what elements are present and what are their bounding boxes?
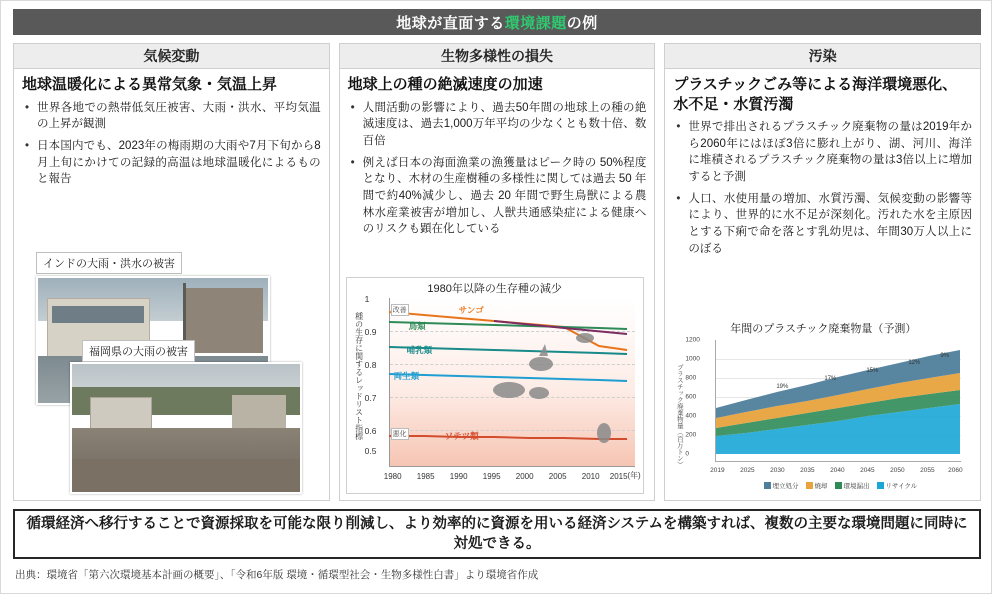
- y-tick: 600: [685, 393, 697, 401]
- column-biodiversity-loss: [339, 43, 656, 501]
- list-item: • 人口、水使用量の増加、水質汚濁、気候変動の影響等により、世界的に水不足が深刻化。汚れた水を主原因とする下痢で命を落とす乳幼児は、年間30万人以上にのぼる: [688, 191, 972, 258]
- column-subtitle-climate: 地球温暖化による異常気象・気温上昇: [22, 76, 278, 93]
- x-tick: 2019: [710, 467, 725, 474]
- summary-message: 循環経済へ移行することで資源採取を可能な限り削減し、より効率的に資源を用いる経済システムを構築すれば、複数の主要な環境問題に同時に対処できる。: [13, 509, 981, 559]
- photo-fukuoka-flood: [70, 362, 302, 494]
- x-tick: 1995: [482, 472, 501, 481]
- y-tick: 0: [685, 450, 689, 458]
- data-label: 9%: [940, 353, 950, 359]
- column-header-climate: 気候変動: [14, 44, 329, 69]
- bullet-list-biodiversity: [348, 100, 647, 238]
- chart-title-species: 1980年以降の生存種の減少: [427, 283, 562, 295]
- x-tick: 2025: [740, 467, 755, 474]
- data-label: 17%: [824, 376, 837, 382]
- chart-plastic-waste: [675, 320, 971, 492]
- x-tick: 2050: [890, 467, 905, 474]
- series-label-amphibians: 両生類: [393, 371, 420, 381]
- columns-container: [13, 43, 981, 501]
- data-label: 15%: [866, 368, 879, 374]
- list-item: • 例えば日本の海面漁業の漁獲量はピーク時の 50%程度となり、木材の生産樹種の多様性に関しては過去 50 年間で約40%減少し、過去 20 年間で野生鳥獣による農林水産業被害が増加し、人獣共通感染症による健康へのリスクも顕在化している: [363, 155, 647, 238]
- y-tick: 0.5: [364, 446, 377, 456]
- column-body-climate: [14, 69, 329, 197]
- legend-item-leakage: 環境漏出: [835, 481, 870, 490]
- chart-species-survival: [346, 277, 644, 494]
- list-item: • 世界各地での熱帯低気圧被害、大雨・洪水、平均気温の上昇が観測: [37, 100, 321, 133]
- legend-item-recycle: リサイクル: [877, 481, 918, 490]
- page-title-suffix: の例: [566, 14, 598, 32]
- x-tick: 2035: [800, 467, 815, 474]
- x-tick: 1985: [416, 472, 435, 481]
- y-tick: 0.9: [364, 327, 377, 337]
- page-title-prefix: 地球が直面する: [396, 14, 505, 32]
- chart-plot-plastic: [715, 340, 961, 462]
- column-body-biodiversity: [340, 69, 655, 247]
- x-tick: 2000: [515, 472, 534, 481]
- column-header-biodiversity: 生物多様性の損失: [340, 44, 655, 69]
- list-item: • 世界で排出されるプラスチック廃棄物の量は2019年から2060年にはほぼ3倍に膨れ上がり、湖、河川、海洋に堆積されるプラスチック廃棄物の量は3倍以上に増加すると予測: [688, 119, 972, 186]
- annotation-worsen: 悪化: [391, 428, 409, 440]
- list-item: • 日本国内でも、2023年の梅雨期の大雨や7月下旬から8月上旬にかけての記録的高温は地球温暖化によるものと報告: [37, 138, 321, 188]
- column-subtitle-pollution: プラスチックごみ等による海洋環境悪化、水不足・水質汚濁: [673, 76, 958, 113]
- column-subtitle-biodiversity: 地球上の種の絶滅速度の加速: [347, 76, 543, 93]
- x-tick: 2055: [920, 467, 935, 474]
- y-tick: 1: [364, 294, 370, 304]
- x-tick: 2060: [948, 467, 963, 474]
- column-body-pollution: [665, 69, 980, 266]
- source-note: 出典：環境省「第六次環境基本計画の概要」、「令和6年版 環境・循環型社会・生物多様性白書」より環境省作成: [15, 569, 539, 581]
- x-tick: 1990: [449, 472, 468, 481]
- bullet-list-climate: [22, 100, 321, 188]
- chart-title-plastic: 年間のプラスチック廃棄物量（予測）: [730, 323, 917, 335]
- column-climate-change: [13, 43, 330, 501]
- chart-ylabel-species: 種の生存に関するレッドリスト指標: [354, 312, 364, 440]
- bullet-list-pollution: [673, 119, 972, 257]
- legend-item-incineration: 焼却: [806, 481, 828, 490]
- x-tick: 2010: [581, 472, 600, 481]
- chart-legend-plastic: [715, 481, 965, 490]
- column-header-pollution: 汚染: [665, 44, 980, 69]
- series-label-birds: 鳥類: [408, 321, 426, 331]
- page-title-accent: 環境課題: [504, 14, 567, 32]
- y-tick: 400: [685, 412, 697, 420]
- x-axis-unit: (年): [627, 471, 641, 480]
- data-label: 12%: [908, 360, 921, 366]
- series-label-cycads: ソテツ類: [444, 431, 479, 441]
- page-title: [13, 9, 981, 35]
- data-label: 19%: [776, 384, 789, 390]
- annotation-improve: 改善: [391, 304, 409, 316]
- y-tick: 0.7: [364, 393, 377, 403]
- y-tick: 0.6: [364, 426, 377, 436]
- chart-ylabel-plastic: プラスチック廃棄物量（百万トン）: [675, 364, 683, 468]
- photo-caption-india: インドの大雨・洪水の被害: [36, 252, 182, 274]
- list-item: • 人間活動の影響により、過去50年間の地球上の種の絶滅速度は、過去1,000万年平均の少なくとも数十倍、数百倍: [363, 100, 647, 150]
- y-tick: 1000: [685, 355, 700, 363]
- series-label-mammals: 哺乳類: [406, 345, 433, 355]
- x-tick: 2005: [548, 472, 567, 481]
- x-tick: 1980: [383, 472, 402, 481]
- x-tick: 2015: [609, 472, 628, 481]
- y-tick: 0.8: [364, 360, 377, 370]
- y-tick: 1200: [685, 336, 700, 344]
- y-tick: 200: [685, 431, 697, 439]
- x-tick: 2040: [830, 467, 845, 474]
- x-tick: 2045: [860, 467, 875, 474]
- photo-caption-fukuoka: 福岡県の大雨の被害: [82, 340, 195, 362]
- series-label-coral: サンゴ: [458, 305, 484, 315]
- column-pollution: [664, 43, 981, 501]
- x-tick: 2030: [770, 467, 785, 474]
- legend-item-landfill: 埋立処分: [764, 481, 799, 490]
- y-tick: 800: [685, 374, 697, 382]
